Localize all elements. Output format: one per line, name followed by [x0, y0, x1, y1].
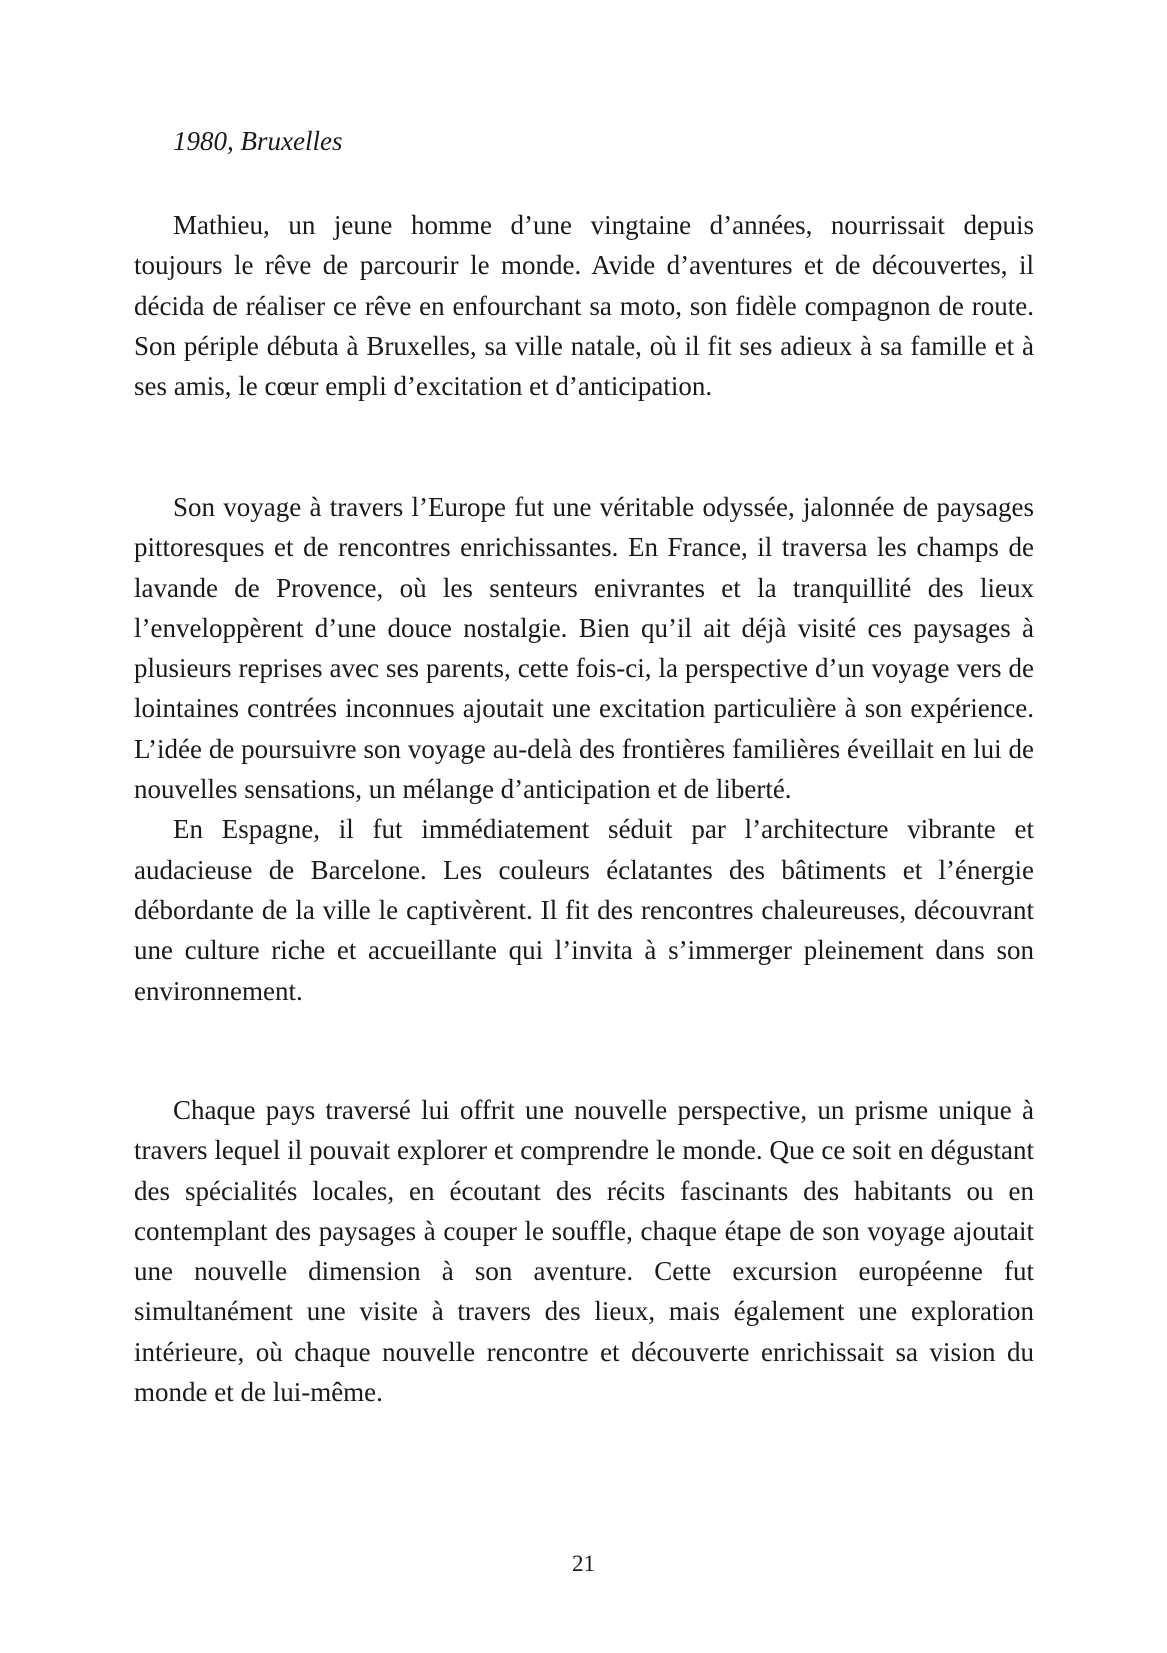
- text-block-3: [134, 1090, 1034, 1412]
- paragraph-3: En Espagne, il fut immédiatement séduit par l’architecture vibrante et audacieuse de Barcelone. Les couleurs éclatantes des bâtiments et l’énergie débordante de la ville le captivèrent. Il fit des rencontres chaleureuses, découvrant une culture riche et accueillante qui l’invita à s’immerger pleinement dans son environnement.: [134, 814, 1034, 1006]
- paragraph-2: Son voyage à travers l’Europe fut une véritable odyssée, jalonnée de paysages pittoresques et de rencontres enrichissantes. En France, il traversa les champs de lavande de Provence, où les senteurs enivrantes et la tranquillité des lieux l’enveloppèrent d’une douce nostalgie. Bien qu’il ait déjà visité ces paysages à plusieurs reprises avec ses parents, cette fois-ci, la perspective d’un voyage vers de lointaines contrées inconnues ajoutait une excitation particulière à son expérience. L’idée de poursuivre son voyage au-delà des frontières familières éveillait en lui de nouvelles sensations, un mélange d’anticipation et de liberté.: [134, 492, 1034, 805]
- paragraph-1: Mathieu, un jeune homme d’une vingtaine d’années, nourrissait depuis toujours le rêve de parcourir le monde. Avide d’aventures et de découvertes, il décida de réaliser ce rêve en enfourchant sa moto, son fidèle compagnon de route. Son périple débuta à Bruxelles, sa ville natale, où il fit ses adieux à sa famille et à ses amis, le cœur empli d’excitation et d’anticipation.: [134, 210, 1034, 402]
- paragraph-4: Chaque pays traversé lui offrit une nouvelle perspective, un prisme unique à travers lequel il pouvait explorer et comprendre le monde. Que ce soit en dégustant des spécialités locales, en écoutant des récits fascinants des habitants ou en contemplant des paysages à couper le souffle, chaque étape de son voyage ajoutait une nouvelle dimension à son aventure. Cette excursion européenne fut simultanément une visite à travers des lieux, mais également une exploration intérieure, où chaque nouvelle rencontre et découverte enrichissait sa vision du monde et de lui-même.: [134, 1095, 1034, 1408]
- text-block-2: [134, 487, 1034, 1011]
- text-block-1: [134, 205, 1034, 406]
- section-heading: 1980, Bruxelles: [173, 126, 343, 156]
- page-number: 21: [572, 1551, 595, 1576]
